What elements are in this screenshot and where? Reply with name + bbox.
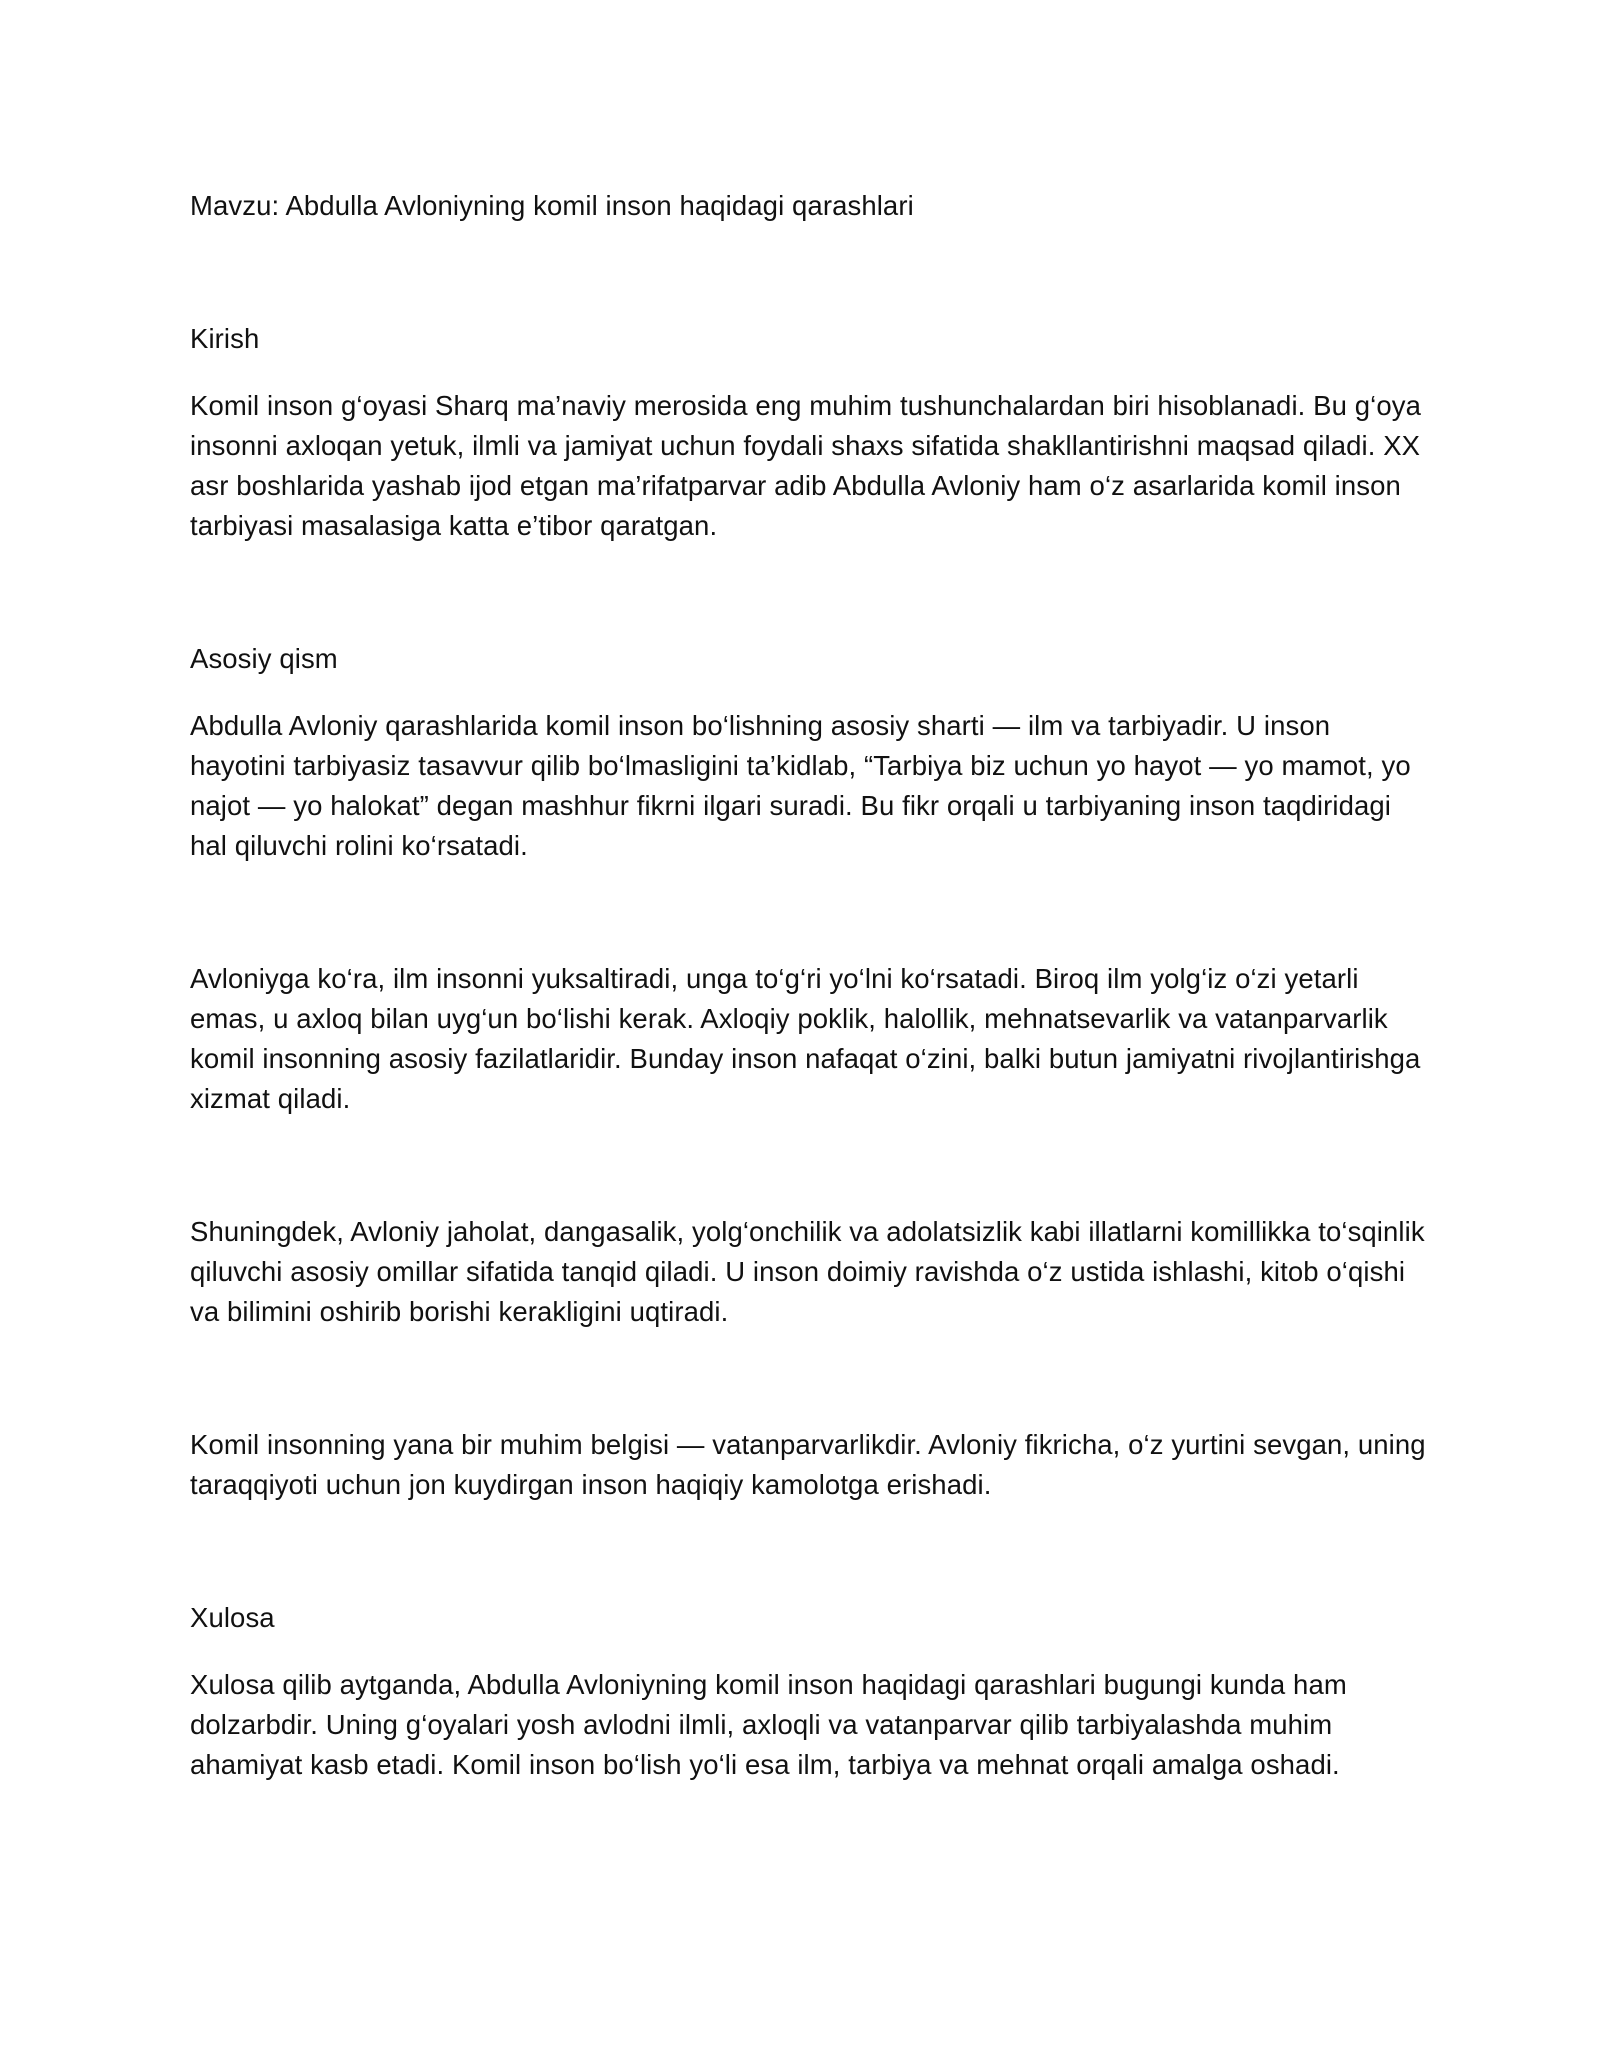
main-paragraph-2: Avloniyga ko‘ra, ilm insonni yuksaltiradi, unga to‘g‘ri yo‘lni ko‘rsatadi. Biroq ilm yolg‘iz o‘zi yetarli emas, u axloq bilan uyg‘un bo‘lishi kerak. Axloqiy poklik, halollik, mehnatsevarlik va vatanparvarlik komil insonning asosiy fazilatlaridir. Bunday inson nafaqat o‘zini, balki butun jamiyatni rivojlantirishga xizmat qiladi. bbox=[190, 963, 1421, 1114]
section-heading-intro: Kirish bbox=[190, 323, 260, 354]
main-paragraph-3: Shuningdek, Avloniy jaholat, dangasalik, yolg‘onchilik va adolatsizlik kabi illatlarni komillikka to‘sqinlik qiluvchi asosiy omillar sifatida tanqid qiladi. U inson doimiy ravishda o‘z ustida ishlashi, kitob o‘qishi va bilimini oshirib borishi kerakligini uqtiradi. bbox=[190, 1216, 1425, 1327]
section-heading-main: Asosiy qism bbox=[190, 643, 338, 674]
main-paragraph-1: Abdulla Avloniy qarashlarida komil inson bo‘lishning asosiy sharti — ilm va tarbiyadir. U inson hayotini tarbiyasiz tasavvur qilib bo‘lmasligini ta’kidlab, “Tarbiya biz uchun yo hayot — yo mamot, yo najot — yo halokat” degan mashhur fikrni ilgari suradi. Bu fikr orqali u tarbiyaning inson taqdiridagi hal qiluvchi rolini ko‘rsatadi. bbox=[190, 710, 1411, 861]
document-body bbox=[190, 186, 1430, 1785]
document-topic: Mavzu: Abdulla Avloniyning komil inson haqidagi qarashlari bbox=[190, 190, 914, 221]
section-heading-conclusion: Xulosa bbox=[190, 1602, 275, 1633]
intro-paragraph: Komil inson g‘oyasi Sharq ma’naviy merosida eng muhim tushunchalardan biri hisoblanadi. Bu g‘oya insonni axloqan yetuk, ilmli va jamiyat uchun foydali shaxs sifatida shakllantirishni maqsad qiladi. XX asr boshlarida yashab ijod etgan ma’rifatparvar adib Abdulla Avloniy ham o‘z asarlarida komil inson tarbiyasi masalasiga katta e’tibor qaratgan. bbox=[190, 390, 1421, 541]
main-paragraph-4: Komil insonning yana bir muhim belgisi — vatanparvarlikdir. Avloniy fikricha, o‘z yurtini sevgan, uning taraqqiyoti uchun jon kuydirgan inson haqiqiy kamolotga erishadi. bbox=[190, 1429, 1426, 1500]
conclusion-paragraph: Xulosa qilib aytganda, Abdulla Avloniyning komil inson haqidagi qarashlari bugungi kunda ham dolzarbdir. Uning g‘oyalari yosh avlodni ilmli, axloqli va vatanparvar qilib tarbiyalashda muhim ahamiyat kasb etadi. Komil inson bo‘lish yo‘li esa ilm, tarbiya va mehnat orqali amalga oshadi. bbox=[190, 1669, 1347, 1780]
